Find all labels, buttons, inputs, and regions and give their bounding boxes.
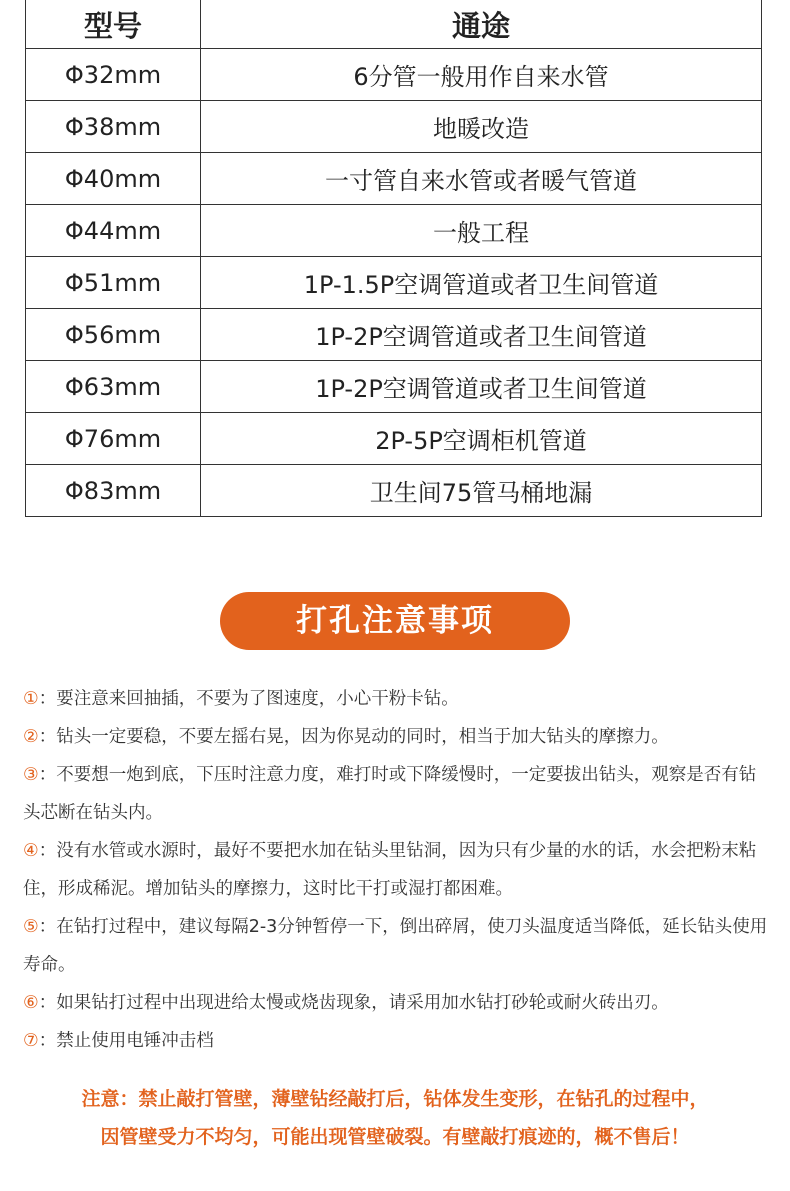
drilling-notes-list	[23, 680, 768, 1060]
column-header-model: 型号	[26, 0, 201, 49]
table-row	[26, 101, 762, 153]
section-title: 打孔注意事项	[296, 603, 494, 639]
table-header-row	[26, 0, 762, 49]
use-cell: 2P-5P空调柜机管道	[201, 413, 762, 465]
note-text: ：不要想一炮到底，下压时注意力度，难打时或下降缓慢时，一定要拔出钻头，观察是否有钻头芯断在钻头内。	[23, 765, 757, 823]
use-cell: 1P-2P空调管道或者卫生间管道	[201, 361, 762, 413]
column-header-use: 通途	[201, 0, 762, 49]
use-cell: 地暖改造	[201, 101, 762, 153]
model-cell: Φ38mm	[26, 101, 201, 153]
model-cell: Φ63mm	[26, 361, 201, 413]
list-item	[23, 908, 768, 984]
note-number: ③	[23, 765, 39, 785]
warning-line: 注意：禁止敲打管壁，薄壁钻经敲打后，钻体发生变形，在钻孔的过程中，	[81, 1088, 709, 1110]
note-text: ：钻头一定要稳，不要左摇右晃，因为你晃动的同时，相当于加大钻头的摩擦力。	[38, 727, 669, 747]
table-row	[26, 49, 762, 101]
section-title-banner	[220, 592, 570, 650]
note-number: ④	[23, 841, 39, 861]
model-cell: Φ51mm	[26, 257, 201, 309]
table-row	[26, 257, 762, 309]
use-cell: 一寸管自来水管或者暖气管道	[201, 153, 762, 205]
note-text: ：没有水管或水源时，最好不要把水加在钻头里钻洞，因为只有少量的水的话，水会把粉末粘住，形成稀泥。增加钻头的摩擦力，这时比干打或湿打都困难。	[23, 841, 757, 899]
use-cell: 6分管一般用作自来水管	[201, 49, 762, 101]
model-cell: Φ83mm	[26, 465, 201, 517]
spec-table	[25, 0, 762, 517]
note-number: ②	[23, 727, 39, 747]
note-text: ：禁止使用电锤冲击档	[38, 1031, 214, 1051]
use-cell: 1P-2P空调管道或者卫生间管道	[201, 309, 762, 361]
note-text: ：要注意来回抽插，不要为了图速度，小心干粉卡钻。	[38, 689, 459, 709]
table-row	[26, 205, 762, 257]
model-cell: Φ40mm	[26, 153, 201, 205]
model-cell: Φ76mm	[26, 413, 201, 465]
table-row	[26, 465, 762, 517]
list-item	[23, 680, 768, 718]
list-item	[23, 832, 768, 908]
note-text: ：如果钻打过程中出现进给太慢或烧齿现象，请采用加水钻打砂轮或耐火砖出刃。	[38, 993, 669, 1013]
use-cell: 一般工程	[201, 205, 762, 257]
list-item	[23, 756, 768, 832]
note-number: ⑤	[23, 917, 39, 937]
list-item	[23, 718, 768, 756]
note-number: ⑥	[23, 993, 39, 1013]
table-row	[26, 309, 762, 361]
note-text: ：在钻打过程中，建议每隔2-3分钟暂停一下，倒出碎屑，使刀头温度适当降低，延长钻头使用寿命。	[23, 917, 768, 975]
warning-notice	[20, 1080, 770, 1156]
note-number: ①	[23, 689, 39, 709]
model-cell: Φ56mm	[26, 309, 201, 361]
warning-line: 因管壁受力不均匀，可能出现管壁破裂。有壁敲打痕迹的，概不售后！	[100, 1126, 690, 1148]
list-item	[23, 1022, 768, 1060]
model-cell: Φ32mm	[26, 49, 201, 101]
table-row	[26, 361, 762, 413]
model-cell: Φ44mm	[26, 205, 201, 257]
use-cell: 卫生间75管马桶地漏	[201, 465, 762, 517]
table-row	[26, 153, 762, 205]
table-row	[26, 413, 762, 465]
use-cell: 1P-1.5P空调管道或者卫生间管道	[201, 257, 762, 309]
note-number: ⑦	[23, 1031, 39, 1051]
list-item	[23, 984, 768, 1022]
